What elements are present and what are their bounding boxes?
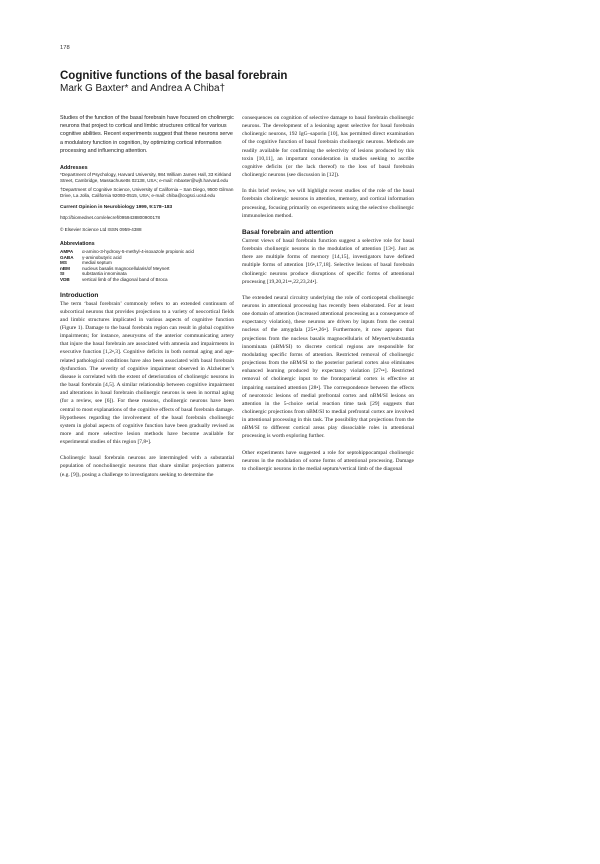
abbreviation-definition: vertical limb of the diagonal band of Broca: [82, 276, 168, 282]
abbreviation: SI: [60, 271, 65, 277]
body-paragraph-1: consequences on cognition of selective damage to basal forebrain cholinergic neurons. The development of a lesioning agent selective for basal forebrain cholinergic neurons, 192 IgG–saporin [10], has permitted direct examination of the cognitive function of basal forebrain cholinergic neurons. Methods are readily available for confirming the selectivity of lesions produced by this toxin [10,11], an important consideration in studies seeking to ascribe cognitive deficits (or the lack thereof) to the loss of basal forebrain cholinergic neurons (see discussion in [12]).: [242, 115, 414, 179]
abbreviation-definition: medial septum: [82, 260, 112, 266]
abbreviation-row: [60, 277, 194, 283]
copyright: © Elsevier Science Ltd ISSN 0959-4388: [60, 227, 142, 233]
abbreviation: MS: [60, 260, 67, 266]
introduction-paragraph-2: Cholinergic basal forebrain neurons are intermingled with a substantial population of noncholinergic neurons that share similar projection patterns (e.g. [9]), posing a challenge to investigators seeking to determine the: [60, 455, 234, 478]
title-block: [60, 70, 560, 95]
abbreviation: GABA: [60, 254, 74, 260]
attention-heading: Basal forebrain and attention: [242, 228, 334, 236]
body-paragraph-3: Current views of basal forebrain function suggest a selective role for basal forebrain cholinergic neurons in the modulation of attention [13•]. Just as there are multiple forms of memory [14,15], investigators have defined multiple forms of attention [16•,17,18]. Selective lesions of basal forebrain cholinergic neurons produce disruptions of specific forms of attentional processing [19,20,21••,22,23,24•].: [242, 237, 414, 285]
body-paragraph-4: The extended neural circuitry underlying the role of corticopetal cholinergic neurons in attentional processing has recently been elaborated. For at least one domain of attention (increased attentional processing as a consequence of expectancy violation), these neurons are driven by inputs from the central nucleus of the amygdala [25••,26•]. Furthermore, it now appears that projections from the nucleus basalis magnocellularis of Meynert/substantia innominata (nBM/SI) to discrete cortical regions are responsible for modulating specific forms of attention. Restricted removal of cholinergic projections from the nBM/SI to the posterior parietal cortex also eliminates enhanced learning produced by expectancy violation [27••]. Restricted removal of cholinergic input to the frontoparietal cortex is effective at impairing sustained attention [28•]. The correspondence between the effects of neurotoxic lesions of medial prefrontal cortex and nBM/SI lesions on attention in the 5-choice serial reaction time task [29] suggests that cholinergic projections from nBM/SI to medial prefrontal cortex are involved in attentional processing in this task. The possibility that projections from the nBM/SI to different cortical areas play dissociable roles in attentional processing is worth exploring further.: [242, 294, 414, 440]
article-url[interactable]: http://biomednet.com/elecref/0959438800900178: [60, 214, 161, 220]
introduction-paragraph-1: The term ‘basal forebrain’ commonly refers to an extended continuum of subcortical neurons that provides projections to a variety of neocortical fields and limbic structures implicated in various aspects of cognitive function (Figure 1). Damage to the basal forebrain region can result in global cognitive impairments; for instance, aneurysms of the anterior communicating artery that injure the basal forebrain are associated with amnesia and impairments in executive function [1,2•,3]. Cognitive deficits in both normal aging and age-related pathological conditions have also been associated with basal forebrain dysfunction. The severity of cognitive impairment observed in Alzheimer’s disease is correlated with the extent of deterioration of cholinergic neurons in the basal forebrain [4,5]. A similar relationship between cognitive impairment and alterations in basal forebrain cholinergic neurons is seen in normal aging (for a review, see [6]). For these reasons, cholinergic neurons have been central to most explanations of the cognitive effects of basal forebrain damage. Hypotheses regarding the involvement of the basal forebrain cholinergic system in global aspects of cognitive function have been gradually revised as more and more selective lesion methods have become available for experimental studies of this region [7,8•].: [60, 300, 234, 446]
address-1: *Department of Psychology, Harvard University, 984 William James Hall, 33 Kirkland Street, Cambridge, Massachusetts 02138, USA; e-mail: mbaxter@wjh.harvard.edu: [60, 172, 232, 184]
page-number: 178: [60, 45, 70, 51]
body-paragraph-2: In this brief review, we will highlight recent studies of the role of the basal forebrain cholinergic neurons in attention, memory, and cortical information processing, focusing primarily on experiments using the selective cholinergic immunolesion method.: [242, 188, 414, 219]
address-2: †Department of Cognitive Science, University of California – San Diego, 9500 Gilman Drive, La Jolla, California 92093-0515, USA; e-mail: chiba@cogsci.ucsd.edu: [60, 186, 234, 199]
abbreviation-definition: nucleus basalis magnocellularis/of Meynert: [82, 265, 170, 271]
abbreviation: VDB: [60, 276, 70, 282]
abbreviation-definition: α-amino-3-hydroxy-5-methyl-4-isoxazole propionic acid: [82, 248, 194, 254]
abbreviations-heading: Abbreviations: [60, 241, 95, 248]
journal-citation: Current Opinion in Neurobiology 1999, 9:178–183: [60, 204, 173, 210]
abbreviations-table: [60, 249, 194, 283]
article-title: Cognitive functions of the basal forebrain: [60, 70, 288, 82]
right-column: [242, 114, 414, 481]
article-authors: Mark G Baxter* and Andrea A Chiba†: [60, 83, 226, 94]
abbreviation-definition: γ-aminobutyric acid: [82, 254, 122, 260]
abbreviation: nBM: [60, 265, 70, 271]
introduction-heading: Introduction: [60, 291, 99, 299]
summary: Studies of the function of the basal forebrain have focused on cholinergic neurons that project to cortical and limbic structures critical for various cognitive abilities. Recent experiments suggest that these neurons serve a modulatory function in cognition, by optimizing cortical information processing and influencing attention.: [60, 115, 234, 154]
body-paragraph-5: Other experiments have suggested a role for septohippocampal cholinergic neurons in the modulation of some forms of attentional processing. Damage to cholinergic neurons in the medial septum/vertical limb of the diagonal: [242, 449, 414, 472]
left-column: [60, 114, 234, 487]
abbreviation-definition: substantia innominata: [82, 271, 127, 277]
addresses-heading: Addresses: [60, 165, 88, 172]
abbreviation: AMPA: [60, 248, 74, 254]
